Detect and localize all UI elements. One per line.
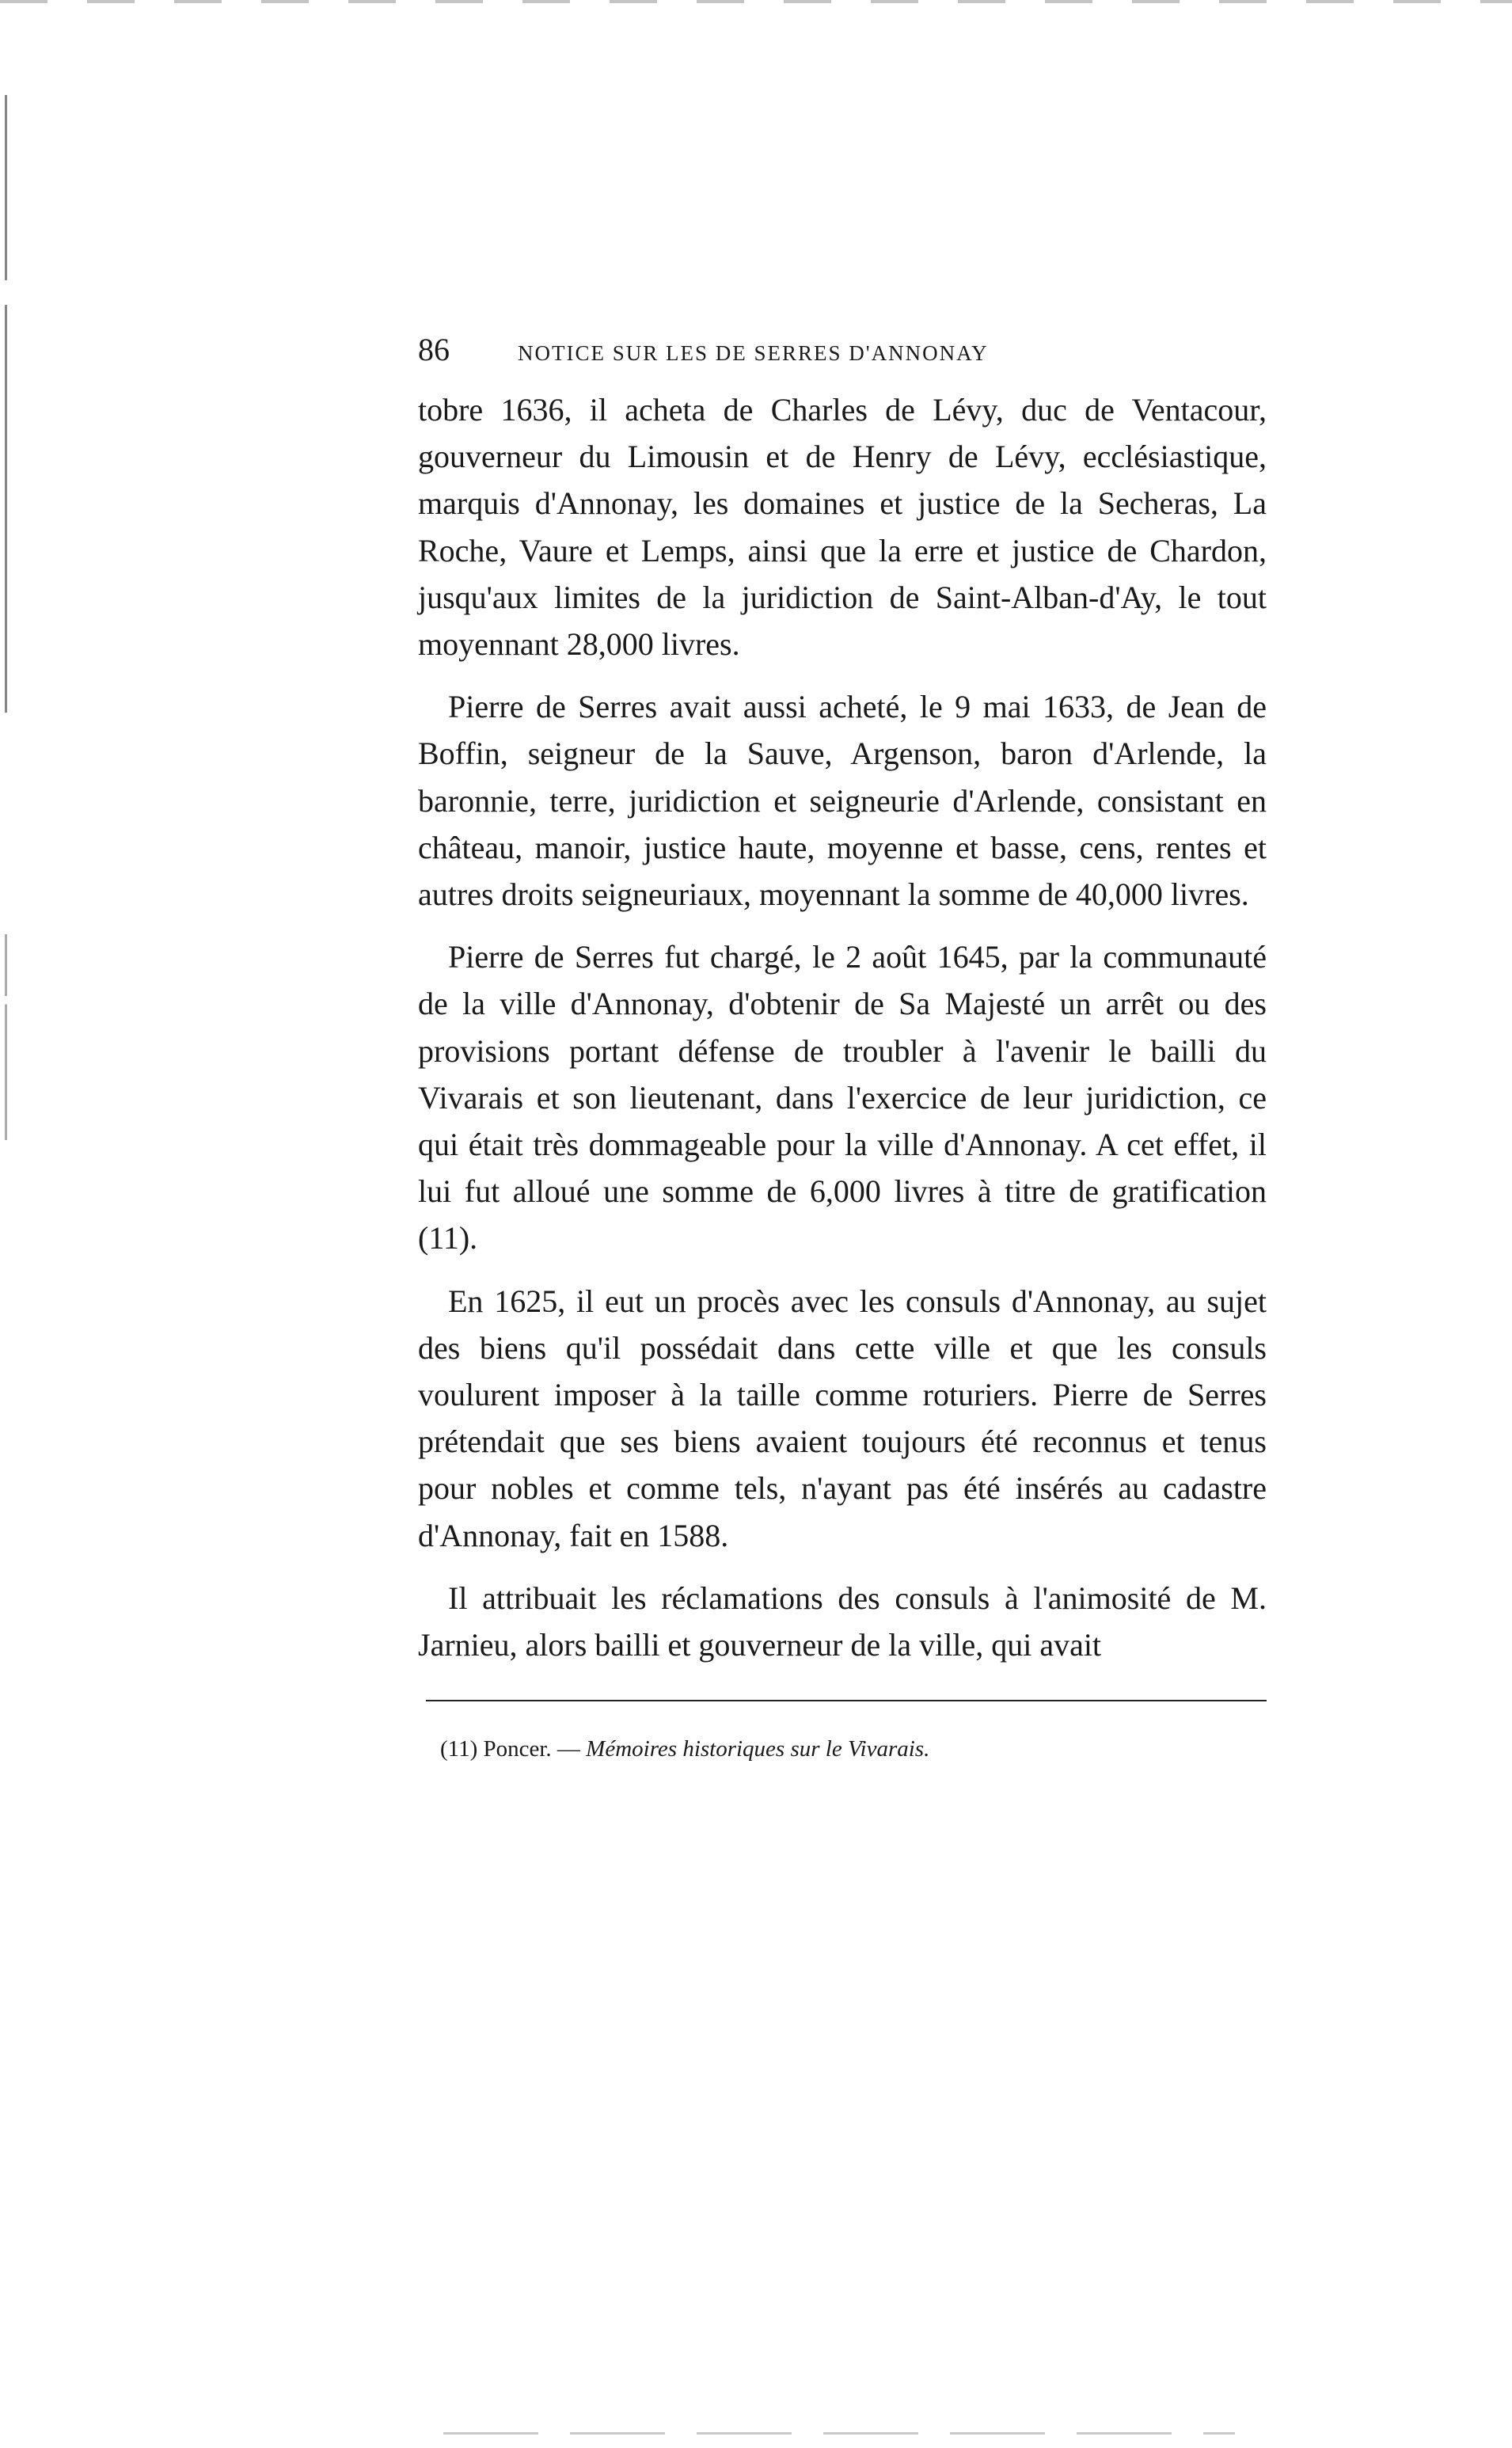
page-number: 86 <box>418 332 450 367</box>
paragraph-3: Pierre de Serres fut chargé, le 2 août 1645, par la communauté de la ville d'Annonay, d'obtenir de Sa Majesté un arrêt ou des provisions portant défense de troubler à l'avenir le bailli du Vivarais et son lieutenant, dans l'exercice de leur juridiction, ce qui était très dommageable pour la ville d'Annonay. A cet effet, il lui fut alloué une somme de 6,000 livres à titre de gratification (11). <box>418 939 1267 1256</box>
paragraph-5: Il attribuait les réclamations des consuls à l'animosité de M. Jarnieu, alors bailli et gouverneur de la ville, qui avait <box>418 1579 1267 1663</box>
body-text <box>418 386 1267 1668</box>
scan-edge-left <box>5 95 7 713</box>
book-page <box>418 331 1267 1765</box>
paragraph-4: En 1625, il eut un procès avec les consuls d'Annonay, au sujet des biens qu'il possédait dans cette ville et que les consuls voulurent imposer à la taille comme roturiers. Pierre de Serres prétendait que ses biens avaient toujours été reconnus et tenus pour nobles et comme tels, n'ayant pas été insérés au cadastre d'Annonay, fait en 1588. <box>418 1283 1267 1553</box>
paragraph-2: Pierre de Serres avait aussi acheté, le 9 mai 1633, de Jean de Boffin, seigneur de la Sauve, Argenson, baron d'Arlende, la baronnie, terre, juridiction et seigneurie d'Arlende, consistant en château, manoir, justice haute, moyenne et basse, cens, rentes et autres droits seigneuriaux, moyennant la somme de 40,000 livres. <box>418 689 1267 913</box>
scan-edge-bottom <box>443 2432 1235 2435</box>
page-header <box>418 331 1267 386</box>
footnote <box>440 1733 1267 1765</box>
paragraph-1: tobre 1636, il acheta de Charles de Lévy, duc de Ventacour, gouverneur du Limousin et de Henry de Lévy, ecclésiastique, marquis d'Annonay, les domaines et justice de la Secheras, La Roche, Vaure et Lemps, ainsi que la erre et justice de Chardon, jusqu'aux limites de la juridiction de Saint-Alban-d'Ay, le tout moyennant 28,000 livres. <box>418 392 1267 663</box>
footnote-divider <box>426 1700 1267 1701</box>
scan-edge-left-lower <box>5 934 7 1140</box>
footnote-work-title: Mémoires historiques sur le Vivarais. <box>586 1736 930 1762</box>
scan-edge-top <box>0 0 1512 3</box>
footnote-marker: (11) Poncer. — <box>440 1736 580 1762</box>
running-title: NOTICE SUR LES DE SERRES D'ANNONAY <box>518 341 989 365</box>
